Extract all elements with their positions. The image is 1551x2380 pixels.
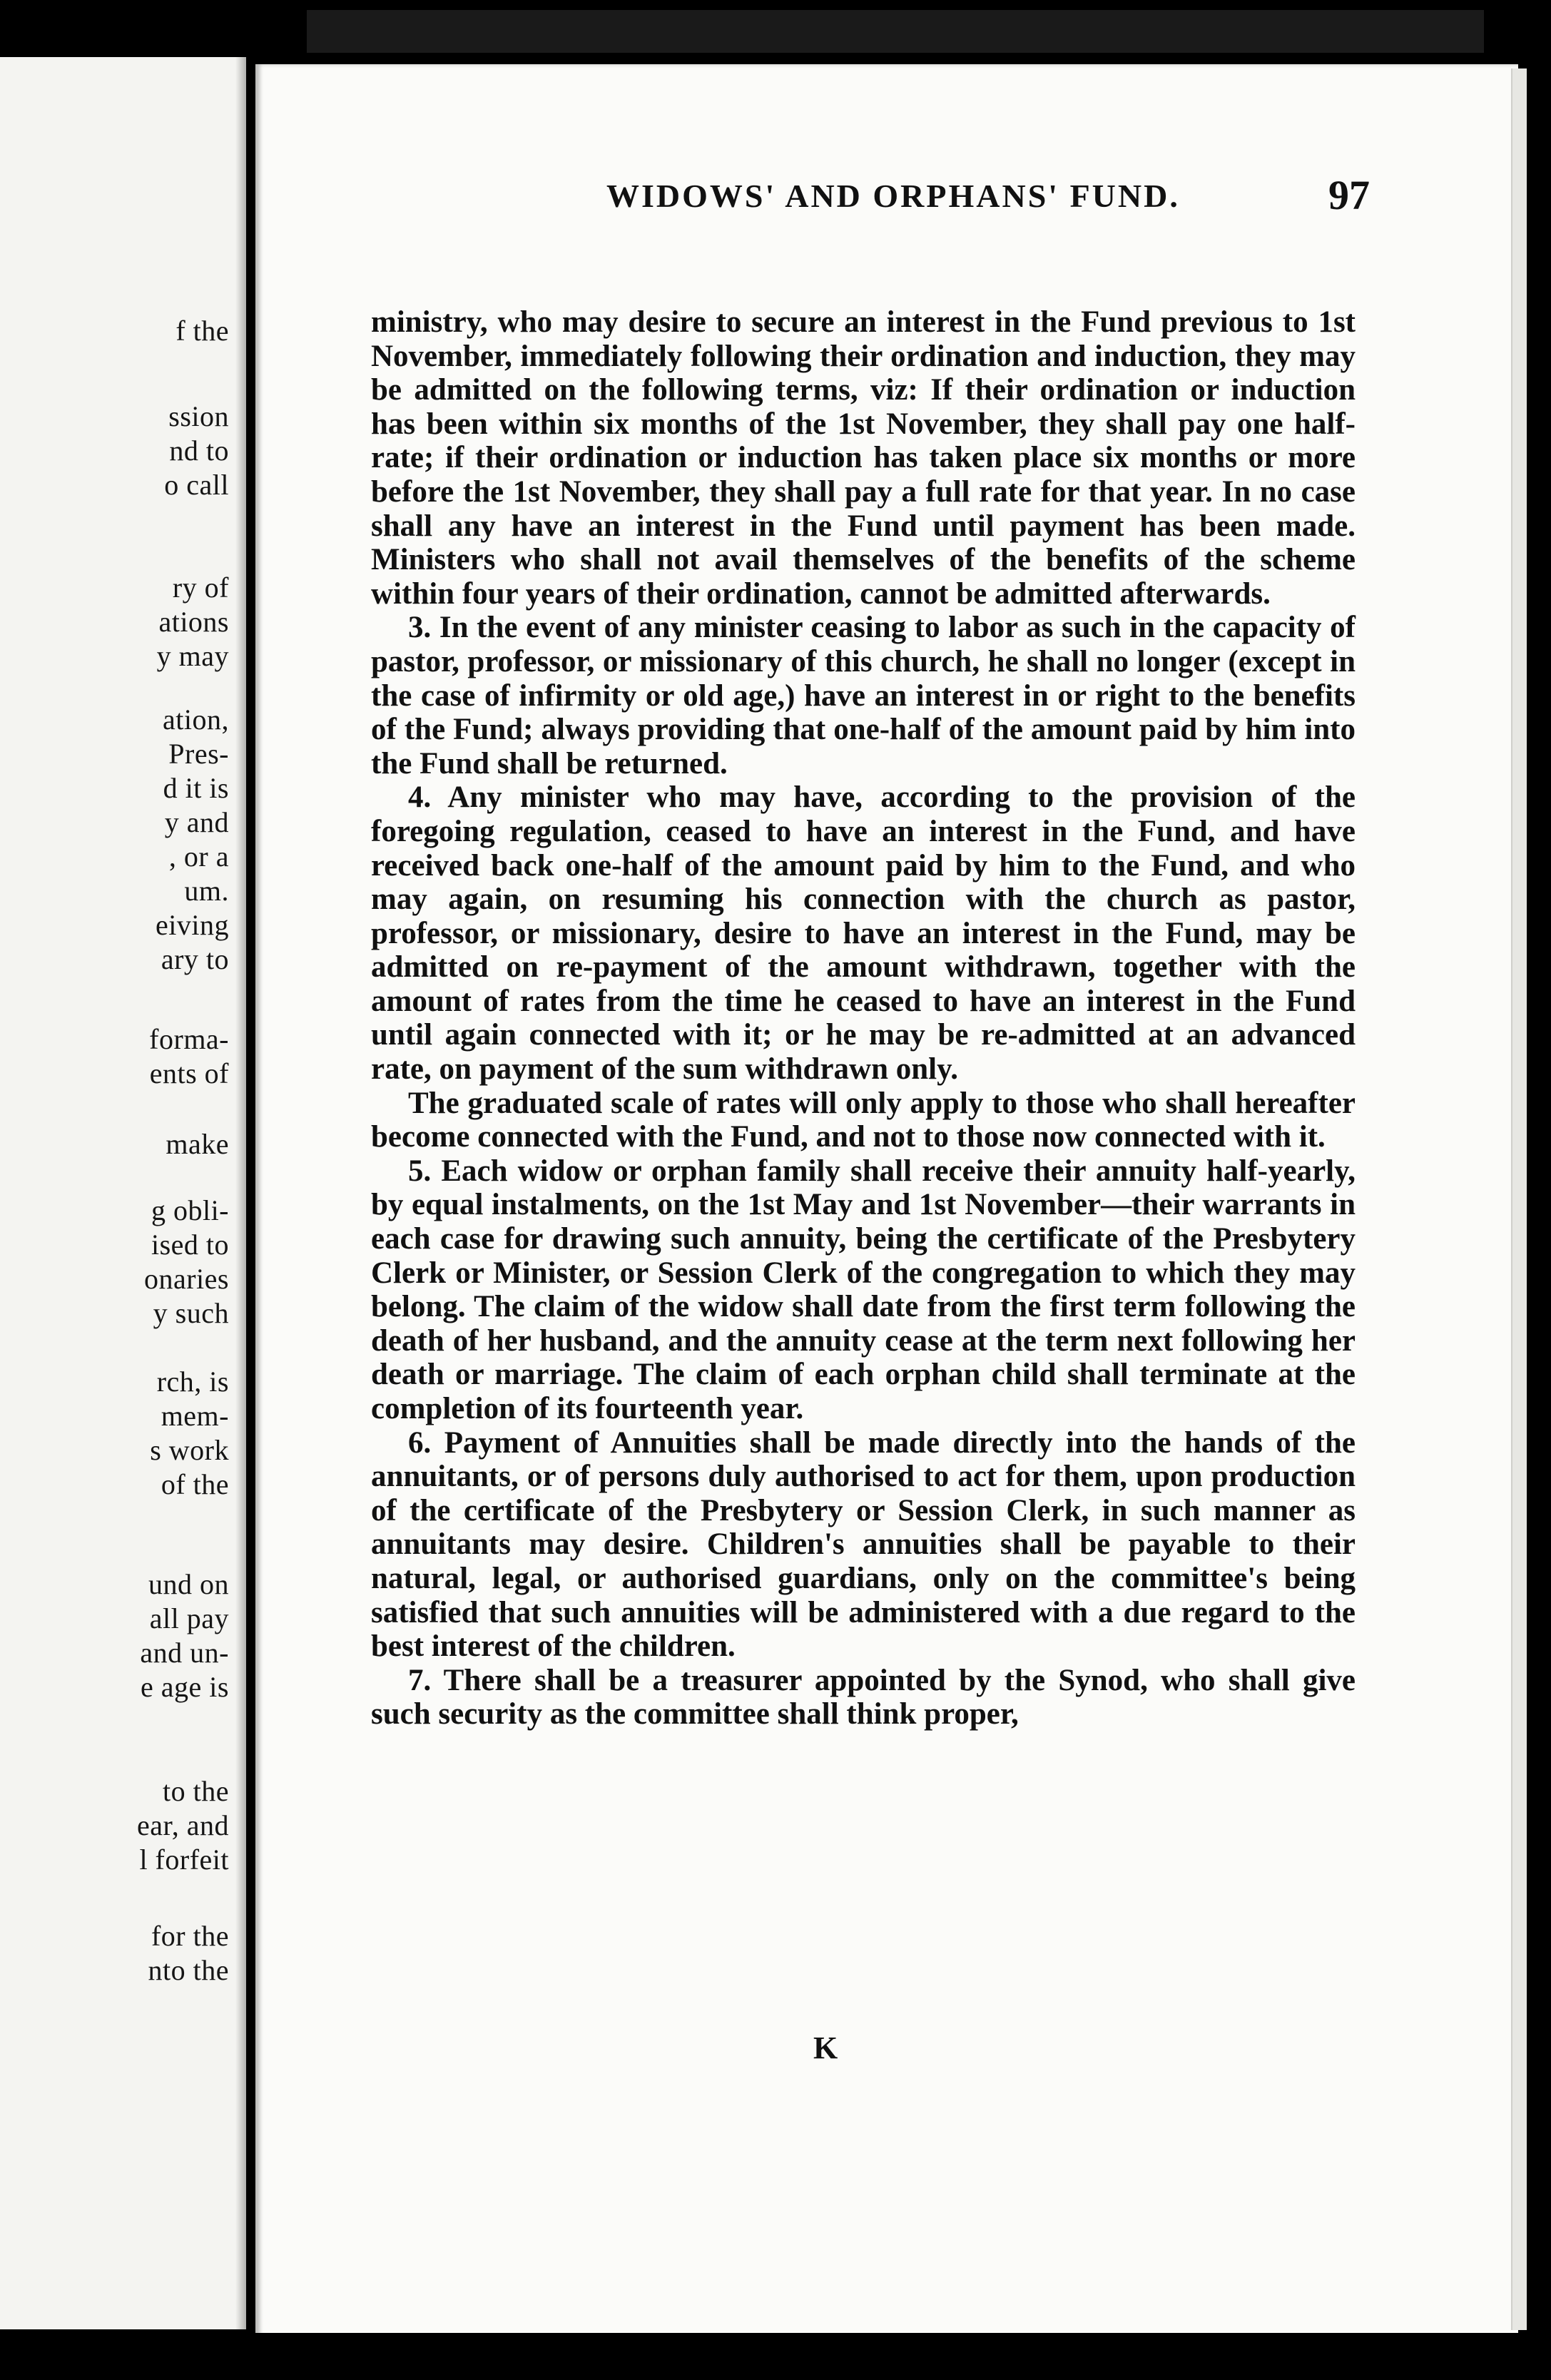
left-page-fragment: f the [176,315,229,347]
signature-mark: K [813,2030,838,2065]
paragraph: 4. Any minister who may have, according to the provision of the foregoing regulation, ceased to have an interest in the Fund, and have received back one-half of the amount paid by him to the Fund, and who may again, on resuming his connection with the church as pastor, professor, or missionary, desire to have an interest in the Fund, may be admitted on re-payment of the amount withdrawn, together with the amount of rates from the time he ceased to have an interest in the Fund until again connected with it; or he may be re-admitted at an advanced rate, on payment of the sum withdrawn only. [371,780,1356,1087]
left-page-fragment: e age is [141,1671,229,1703]
left-page-fragment: to the [163,1775,229,1807]
left-page-fragment: make [166,1128,229,1160]
left-page-fragment: eiving [156,909,229,941]
left-page-fragment: y and [164,806,229,838]
left-page-fragment: um. [184,875,229,907]
left-page-fragment: g obli- [151,1194,229,1226]
left-page-fragment: nto the [148,1954,229,1986]
left-page-fragment: for the [151,1920,229,1952]
left-page-fragment: of the [161,1468,229,1500]
left-page-fragment: Pres- [168,738,229,770]
left-page-fragment: ents of [149,1057,229,1089]
paragraph: ministry, who may desire to secure an interest in the Fund previous to 1st November, immediately following their ordination and induction, they may be admitted on the following terms, viz: If their ordination or induction has been within six months of the 1st November, they shall pay one half-rate; if their ordination or induction has taken place six months or more before the 1st November, they shall pay a full rate for that year. In no case shall any have an interest in the Fund until payment has been made. Ministers who shall not avail themselves of the benefits of the scheme within four years of their ordination, cannot be admitted afterwards. [371,305,1356,611]
left-page-fragment: ear, and [137,1809,229,1841]
left-page-fragment: ised to [151,1229,229,1261]
left-page-fragment: ary to [161,943,229,975]
left-page-fragment: , or a [168,840,229,873]
left-page-fragment: und on [148,1568,229,1600]
paragraph: 5. Each widow or orphan family shall receive their annuity half-yearly, by equal instalments, on the 1st May and 1st November—their warrants in each case for drawing such annuity, being the certificate of the Presbytery Clerk or Minister, or Session Clerk of the congregation to which they may belong. The claim of the widow shall date from the first term following the death of her husband, and the annuity cease at the term next following her death or marriage. The claim of each orphan child shall terminate at the completion of its fourteenth year. [371,1154,1356,1425]
paragraph: 6. Payment of Annuities shall be made directly into the hands of the annuitants, or of persons duly authorised to act for them, upon production of the certificate of the Presbytery or Session Clerk, in such manner as annuitants may desire. Children's annuities shall be payable to their natural, legal, or authorised guardians, only on the committee's being satisfied that such annuities will be administered with a due regard to the best interest of the children. [371,1425,1356,1664]
paragraph: The graduated scale of rates will only apply to those who shall hereafter become connected with the Fund, and not to those now connected with it. [371,1086,1356,1154]
left-page-fragment: rch, is [156,1366,229,1398]
left-page-fragment: l forfeit [139,1844,229,1876]
left-page-fragment: ssion [168,400,229,432]
body-text [371,305,1356,1731]
page-edge [1511,68,1527,2330]
left-page-fragment: ations [158,606,229,638]
page-number: 97 [1328,172,1370,218]
left-page-fragment: forma- [149,1023,229,1055]
paragraph: 3. In the event of any minister ceasing to labor as such in the capacity of pastor, professor, or missionary of this church, he shall no longer (except in the case of infirmity or old age,) have an interest in or right to the benefits of the Fund; always providing that one-half of the amount paid by him into the Fund shall be returned. [371,611,1356,780]
left-page-fragment: s work [150,1434,229,1466]
running-head: WIDOWS' AND ORPHANS' FUND. [606,178,1180,214]
bottom-scan-edge [0,2333,1551,2380]
page-header [364,163,1370,227]
left-page-fragment: nd to [169,434,229,467]
paragraph: 7. There shall be a treasurer appointed by the Synod, who shall give such security as the committee shall think proper, [371,1663,1356,1731]
top-scan-edge [307,10,1484,53]
left-page-fragment: y such [153,1297,229,1329]
left-page-fragment: ation, [163,703,229,736]
left-page-fragment: o call [164,469,229,501]
left-page-fragment: ry of [172,571,229,604]
left-page-fragment: y may [156,640,229,672]
left-page-fragment: mem- [161,1400,229,1432]
previous-page-strip [0,57,246,2329]
left-page-fragment: d it is [163,772,229,804]
left-page-fragment: and un- [140,1637,229,1669]
left-page-fragment: all pay [149,1602,229,1634]
left-page-fragment: onaries [143,1263,229,1295]
